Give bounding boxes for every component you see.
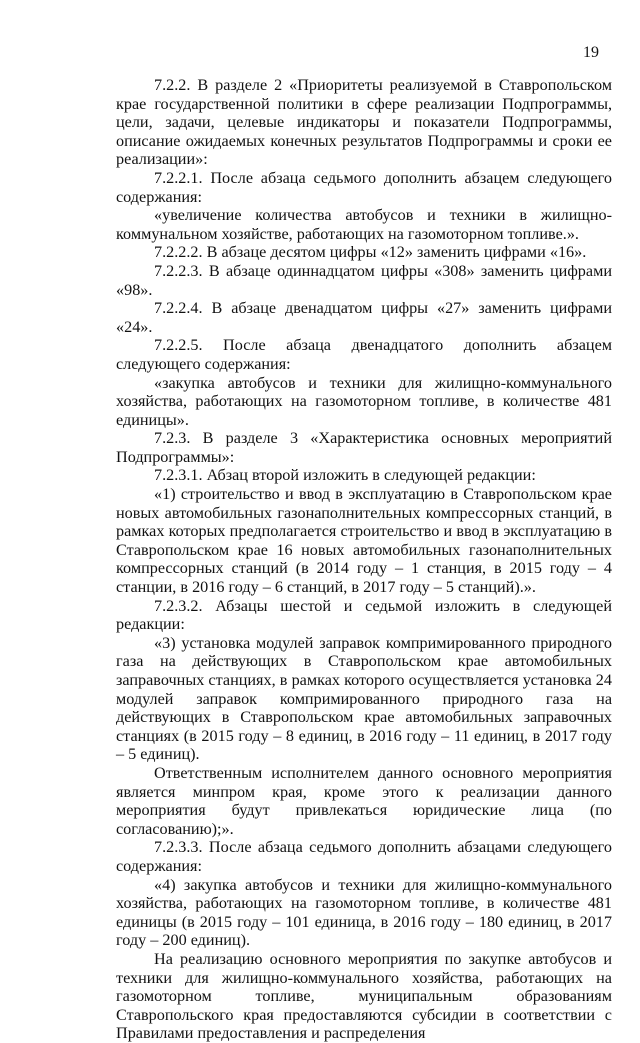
paragraph: 7.2.2.5. После абзаца двенадцатого дополнить абзацем следующего содержания: (116, 336, 612, 373)
paragraph: «4) закупка автобусов и техники для жилищно-коммунального хозяйства, работающих на газомоторном топливе, в количестве 481 единицы (в 2015 году – 101 единица, в 2016 году – 180 единиц, в 2017 году – 200 единиц). (116, 875, 612, 950)
paragraph: 7.2.3.3. После абзаца седьмого дополнить абзацами следующего содержания: (116, 838, 612, 875)
paragraph: 7.2.3. В разделе 3 «Характеристика основных мероприятий Подпрограммы»: (116, 429, 612, 466)
paragraph: 7.2.3.2. Абзацы шестой и седьмой изложить в следующей редакции: (116, 596, 612, 634)
paragraph: «1) строительство и ввод в эксплуатацию в Ставропольском крае новых автомобильных газонаполнительных компрессорных станций, в рамках которых предполагается строительство и ввод в эксплуатацию в Ставропольском крае 16 новых автомобильных газонаполнительных компрессорных станций (в 2014 году – 1 станция, в 2015 году – 4 станции, в 2016 году – 6 станций, в 2017 году – 5 станций).». (116, 485, 612, 597)
paragraph: 7.2.2.3. В абзаце одиннадцатом цифры «308» заменить цифрами «98». (116, 261, 612, 299)
paragraph: На реализацию основного мероприятия по закупке автобусов и техники для жилищно-коммунального хозяйства, работающих на газомоторном топливе, муниципальным образованиям Ставропольского края предоставляются субсидии в соответствии с Правилами предоставления и распределения (116, 949, 612, 1043)
document-body (116, 76, 612, 1043)
paragraph: 7.2.2.4. В абзаце двенадцатом цифры «27» заменить цифрами «24». (116, 299, 612, 336)
paragraph: 7.2.2. В разделе 2 «Приоритеты реализуемой в Ставропольском крае государственной политики в сфере реализации Подпрограммы, цели, задачи, целевые индикаторы и показатели Подпрограммы, описание ожидаемых конечных результатов Подпрограммы и сроки ее реализации»: (116, 76, 612, 169)
paragraph: 7.2.2.1. После абзаца седьмого дополнить абзацем следующего содержания: (116, 168, 612, 206)
paragraph: «3) установка модулей заправок компримированного природного газа на действующих в Ставропольском крае автомобильных заправочных станциях, в рамках которого осуществляется установка 24 модулей заправок компримированного природного газа на действующих в Ставропольском крае автомобильных заправочных станциях (в 2015 году – 8 единиц, в 2016 году – 11 единиц, в 2017 году – 5 единиц). (116, 633, 612, 764)
paragraph: 7.2.3.1. Абзац второй изложить в следующей редакции: (154, 466, 536, 485)
paragraph: «увеличение количества автобусов и техники в жилищно-коммунальном хозяйстве, работающих на газомоторном топливе.». (116, 206, 612, 243)
page-number: 19 (583, 44, 599, 61)
paragraph: 7.2.2.2. В абзаце десятом цифры «12» заменить цифрами «16». (154, 243, 587, 262)
paragraph: Ответственным исполнителем данного основного мероприятия является минпром края, кроме этого к реализации данного мероприятия будут привлекаться юридические лица (по согласованию);». (116, 763, 612, 838)
paragraph: «закупка автобусов и техники для жилищно-коммунального хозяйства, работающих на газомоторном топливе, в количестве 481 единицы». (116, 373, 612, 429)
